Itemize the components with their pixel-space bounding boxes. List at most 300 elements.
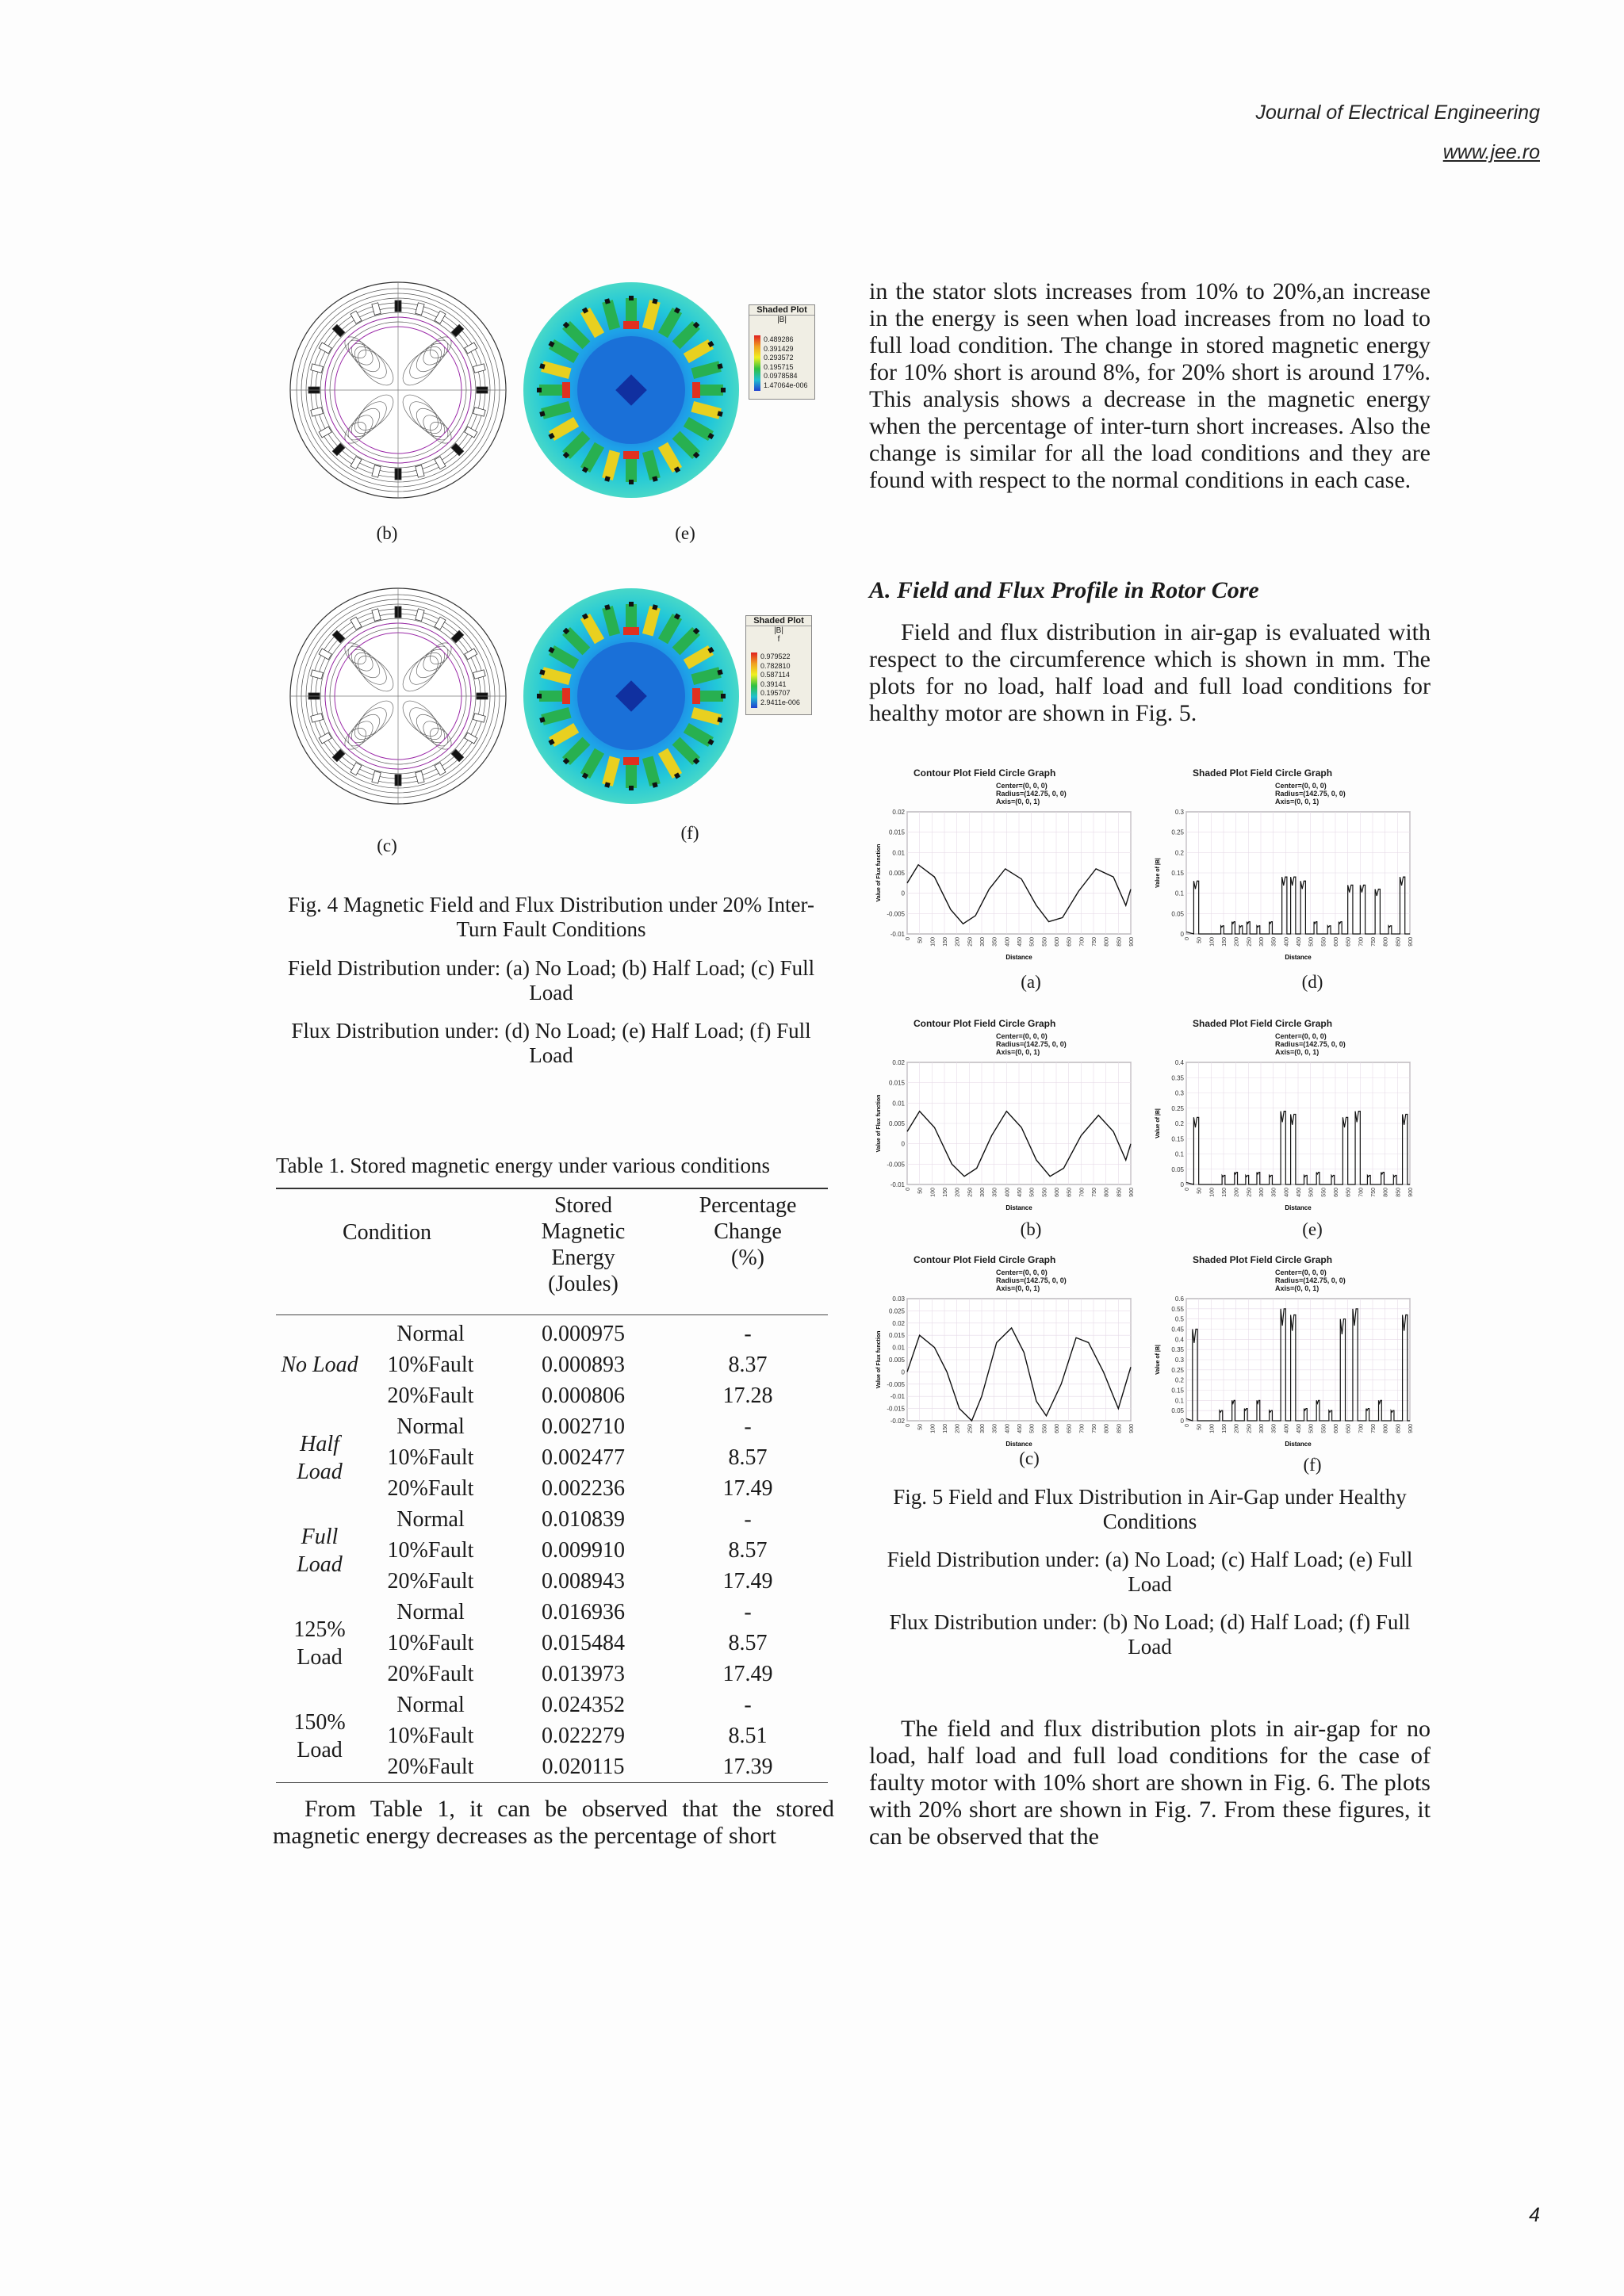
x-tick-label: 650 xyxy=(1346,937,1352,947)
graph-info-line: Center=(0, 0, 0) xyxy=(1275,1032,1327,1040)
y-tick-label: 0.4 xyxy=(1174,1059,1184,1066)
y-tick-label: 0 xyxy=(901,890,905,897)
x-tick-label: 250 xyxy=(967,1424,974,1433)
flux-hotspot xyxy=(692,688,700,704)
x-tick-label: 400 xyxy=(1284,1424,1290,1433)
table-1 xyxy=(276,1154,828,1783)
table-cell: 8.57 xyxy=(728,1631,768,1655)
x-tick-label: 100 xyxy=(1209,937,1216,947)
x-axis-label: Distance xyxy=(1285,954,1312,961)
graph-info-line: Radius=(142.75, 0, 0) xyxy=(1275,1276,1346,1284)
x-tick-label: 200 xyxy=(955,1424,961,1433)
y-tick-label: 0.1 xyxy=(1174,890,1184,897)
x-tick-label: 800 xyxy=(1383,1188,1389,1197)
x-tick-label: 350 xyxy=(1271,937,1277,947)
table-cell: 0.000806 xyxy=(542,1383,625,1408)
x-tick-label: 550 xyxy=(1321,1188,1327,1197)
legend-quantity: |B| xyxy=(777,316,787,324)
y-tick-label: 0 xyxy=(901,1368,905,1376)
table-body xyxy=(276,1315,828,1782)
motor-field-plot-c xyxy=(287,585,509,807)
y-tick-label: -0.01 xyxy=(890,1393,905,1401)
fig5-flux-caption: Flux Distribution under: (b) No Load; (d) Half Load; (f) Full Load xyxy=(889,1610,1411,1659)
fig5-label-f: (f) xyxy=(1303,1455,1322,1475)
y-tick-label: 0.1 xyxy=(1174,1397,1184,1405)
table-cell: 0.009910 xyxy=(542,1538,625,1563)
graph-title: Contour Plot Field Circle Graph xyxy=(914,767,1056,779)
table-group xyxy=(276,1504,828,1597)
x-tick-label: 0 xyxy=(1185,1424,1190,1427)
table-cell: - xyxy=(744,1414,752,1439)
x-tick-label: 800 xyxy=(1104,1188,1110,1197)
y-tick-label: -0.005 xyxy=(887,1161,905,1169)
table-cell: 20%Fault xyxy=(387,1476,474,1501)
x-tick-label: 300 xyxy=(980,1424,986,1433)
fig4-label-e: (e) xyxy=(675,523,695,543)
graph-e xyxy=(1148,1018,1418,1216)
x-tick-label: 150 xyxy=(943,1424,948,1433)
x-tick-label: 350 xyxy=(1271,1188,1277,1197)
y-tick-label: 0.1 xyxy=(1174,1150,1184,1158)
x-tick-label: 350 xyxy=(992,1188,998,1197)
fig5-field-caption: Field Distribution under: (a) No Load; (c) Half Load; (e) Full Load xyxy=(887,1548,1413,1596)
fig5-label-e: (e) xyxy=(1302,1219,1323,1239)
legend-title: Shaded Plot xyxy=(749,305,814,316)
x-tick-label: 600 xyxy=(1334,937,1339,947)
legend-value: 0.587114 xyxy=(760,671,790,679)
x-tick-label: 700 xyxy=(1079,937,1086,947)
graph-info-line: Center=(0, 0, 0) xyxy=(1275,1269,1327,1276)
x-tick-label: 50 xyxy=(917,1424,924,1430)
x-tick-label: 200 xyxy=(955,937,961,947)
table-row xyxy=(363,1535,828,1566)
x-tick-label: 850 xyxy=(1116,937,1123,947)
fig4-label-c: (c) xyxy=(377,836,397,855)
table-cell: 0.002477 xyxy=(542,1445,625,1470)
graph-info-line: Center=(0, 0, 0) xyxy=(1275,782,1327,790)
y-tick-label: 0.5 xyxy=(1174,1315,1184,1323)
y-tick-label: 0.005 xyxy=(888,1357,905,1364)
fig5-label-b: (b) xyxy=(1020,1219,1042,1239)
table-cell: 8.51 xyxy=(728,1724,768,1748)
y-tick-label: 0.005 xyxy=(888,870,905,877)
x-tick-label: 150 xyxy=(1222,937,1228,947)
flux-hotspot xyxy=(623,321,639,329)
y-tick-label: 0 xyxy=(1180,931,1184,938)
x-axis-label: Distance xyxy=(1285,1441,1312,1448)
graph-canvas xyxy=(869,1018,1139,1216)
x-tick-label: 750 xyxy=(1092,1424,1097,1433)
x-axis-label: Distance xyxy=(1005,1441,1032,1448)
x-axis-label: Distance xyxy=(1005,1204,1032,1211)
table-cell: 17.49 xyxy=(722,1569,773,1594)
y-tick-label: 0.15 xyxy=(1171,1387,1184,1395)
legend-value: 0.195715 xyxy=(764,362,794,371)
graph-info-line: Axis=(0, 0, 1) xyxy=(996,1048,1040,1056)
table-cell: 20%Fault xyxy=(387,1662,474,1686)
graph-info-line: Axis=(0, 0, 1) xyxy=(1275,798,1320,806)
x-tick-label: 900 xyxy=(1129,1424,1135,1433)
x-tick-label: 650 xyxy=(1346,1424,1352,1433)
y-tick-label: -0.015 xyxy=(887,1405,905,1413)
fig5-label-c: (c) xyxy=(1019,1448,1040,1468)
x-tick-label: 200 xyxy=(1234,937,1240,947)
flux-hotspot xyxy=(623,627,639,635)
x-tick-label: 700 xyxy=(1079,1188,1086,1197)
table-row xyxy=(363,1628,828,1659)
y-tick-label: 0.05 xyxy=(1171,1407,1184,1415)
x-tick-label: 800 xyxy=(1104,937,1110,947)
x-tick-label: 800 xyxy=(1383,937,1389,947)
y-tick-label: 0.015 xyxy=(888,1332,905,1340)
x-tick-label: 500 xyxy=(1029,1424,1036,1433)
x-tick-label: 750 xyxy=(1371,1188,1377,1197)
x-tick-label: 900 xyxy=(1408,1188,1414,1197)
x-tick-label: 600 xyxy=(1055,1424,1060,1433)
graph-b xyxy=(869,1018,1139,1216)
conductor xyxy=(537,388,542,392)
y-tick-label: 0.02 xyxy=(892,1059,905,1066)
x-tick-label: 300 xyxy=(1259,1188,1265,1197)
y-axis-label: Value of Flux function xyxy=(876,1094,882,1153)
y-tick-label: 0.45 xyxy=(1171,1326,1184,1334)
y-axis-label: Value of Flux function xyxy=(876,844,882,902)
left-col-paragraph: From Table 1, it can be observed that the stored magnetic energy decreases as the percentage of short xyxy=(273,1796,834,1849)
x-tick-label: 100 xyxy=(930,1424,936,1433)
x-tick-label: 700 xyxy=(1358,1188,1365,1197)
table-row xyxy=(363,1689,828,1720)
flux-hotspot xyxy=(623,451,639,459)
y-tick-label: 0 xyxy=(901,1140,905,1148)
table-bottom-rule xyxy=(276,1782,828,1783)
x-tick-label: 50 xyxy=(1197,1188,1203,1194)
x-tick-label: 850 xyxy=(1116,1424,1123,1433)
graph-info-line: Axis=(0, 0, 1) xyxy=(1275,1284,1320,1292)
header-condition: Condition xyxy=(342,1220,431,1245)
y-axis-label: Value of |B| xyxy=(1155,1108,1161,1138)
graph-a xyxy=(869,767,1139,966)
y-tick-label: 0.15 xyxy=(1171,1135,1184,1143)
table-group xyxy=(276,1597,828,1689)
x-tick-label: 750 xyxy=(1092,1188,1097,1197)
x-tick-label: 100 xyxy=(1209,1424,1216,1433)
table-row xyxy=(363,1380,828,1411)
x-tick-label: 500 xyxy=(1029,1188,1036,1197)
header-line: Change xyxy=(714,1219,782,1244)
y-tick-label: 0.02 xyxy=(892,1319,905,1327)
y-tick-label: 0.2 xyxy=(1174,1376,1184,1384)
x-tick-label: 600 xyxy=(1334,1188,1339,1197)
y-tick-label: 0.25 xyxy=(1171,1366,1184,1374)
table-cell: 17.28 xyxy=(722,1383,773,1408)
x-tick-label: 100 xyxy=(930,1188,936,1197)
legend-title: Shaded Plot xyxy=(746,616,811,626)
table-cell: 10%Fault xyxy=(387,1538,474,1563)
x-tick-label: 400 xyxy=(1005,1424,1011,1433)
x-tick-label: 450 xyxy=(1297,1188,1302,1197)
table-cell: 8.57 xyxy=(728,1445,768,1470)
table-row xyxy=(363,1659,828,1689)
graph-info-line: Radius=(142.75, 0, 0) xyxy=(996,1040,1067,1048)
header-line: (Joules) xyxy=(548,1272,619,1296)
x-tick-label: 400 xyxy=(1005,1188,1011,1197)
table-cell: - xyxy=(744,1600,752,1624)
fig4-caption: Fig. 4 Magnetic Field and Flux Distribution under 20% Inter-Turn Fault Conditions xyxy=(288,893,814,941)
table-cell: - xyxy=(744,1322,752,1346)
fig4-flux-caption: Flux Distribution under: (d) No Load; (e) Half Load; (f) Full Load xyxy=(291,1019,811,1067)
x-tick-label: 750 xyxy=(1371,937,1377,947)
x-tick-label: 400 xyxy=(1005,937,1011,947)
table-cell: 17.39 xyxy=(722,1755,773,1779)
y-tick-label: -0.01 xyxy=(890,1181,905,1188)
table-cell: 0.002236 xyxy=(542,1476,625,1501)
x-tick-label: 200 xyxy=(1234,1424,1240,1433)
x-tick-label: 0 xyxy=(906,937,911,940)
x-tick-label: 200 xyxy=(955,1188,961,1197)
motor-flux-plot-e xyxy=(520,279,742,501)
conductor xyxy=(629,480,634,484)
table-row xyxy=(363,1751,828,1782)
x-axis-label: Distance xyxy=(1285,1204,1312,1211)
graph-info-line: Radius=(142.75, 0, 0) xyxy=(996,1276,1067,1284)
section-paragraph: Field and flux distribution in air-gap is evaluated with respect to the circumference which is shown in mm. The plots for no load, half load and full load conditions for healthy motor are shown in Fig. 5. xyxy=(869,619,1431,726)
graph-canvas xyxy=(1148,767,1418,966)
graph-title: Contour Plot Field Circle Graph xyxy=(914,1018,1056,1029)
y-tick-label: 0.3 xyxy=(1174,1357,1184,1364)
table-row xyxy=(363,1597,828,1628)
legend-value: 0.293572 xyxy=(764,354,794,362)
table-group xyxy=(276,1411,828,1504)
x-tick-label: 500 xyxy=(1308,1188,1315,1197)
graph-c xyxy=(869,1254,1139,1452)
y-tick-label: -0.02 xyxy=(890,1418,905,1425)
graph-info-line: Center=(0, 0, 0) xyxy=(996,1032,1048,1040)
y-tick-label: 0.05 xyxy=(1171,910,1184,918)
conductor xyxy=(629,296,634,300)
table-cell: 0.013973 xyxy=(542,1662,625,1686)
x-tick-label: 700 xyxy=(1358,937,1365,947)
x-tick-label: 400 xyxy=(1284,1188,1290,1197)
graph-info-line: Center=(0, 0, 0) xyxy=(996,782,1048,790)
x-tick-label: 50 xyxy=(917,1188,924,1194)
conductor xyxy=(537,694,542,698)
table-cell: 17.49 xyxy=(722,1662,773,1686)
header-line: Magnetic xyxy=(541,1219,626,1244)
y-tick-label: 0.3 xyxy=(1174,809,1184,816)
legend-value: 0.195707 xyxy=(760,689,791,697)
right-col-paragraph-bottom: The field and flux distribution plots in air-gap for no load, half load and full load conditions for the case of faulty motor with 10% short are shown in Fig. 6. The plots with 20% short are shown in Fig. 7. From these figures, it can be observed that the xyxy=(869,1716,1431,1850)
legend-value: 0.489286 xyxy=(764,335,794,343)
x-tick-label: 850 xyxy=(1396,1188,1402,1197)
x-tick-label: 400 xyxy=(1284,937,1290,947)
x-tick-label: 500 xyxy=(1308,937,1315,947)
x-tick-label: 550 xyxy=(1042,1424,1048,1433)
table-cell: 10%Fault xyxy=(387,1445,474,1470)
y-tick-label: 0.01 xyxy=(892,1344,905,1352)
x-tick-label: 350 xyxy=(992,1424,998,1433)
table-cell: 17.49 xyxy=(722,1476,773,1501)
graph-title: Shaded Plot Field Circle Graph xyxy=(1193,1018,1333,1029)
shaded-plot-legend-e xyxy=(749,304,815,400)
conductor xyxy=(629,786,634,790)
table-row xyxy=(363,1318,828,1349)
table-cell: 10%Fault xyxy=(387,1631,474,1655)
graph-info-line: Radius=(142.75, 0, 0) xyxy=(1275,1040,1346,1048)
header-stored-energy xyxy=(498,1189,668,1314)
x-tick-label: 0 xyxy=(906,1188,911,1191)
table-cell: 20%Fault xyxy=(387,1383,474,1408)
journal-url[interactable]: www.jee.ro xyxy=(1442,141,1540,163)
x-tick-label: 300 xyxy=(1259,937,1265,947)
x-tick-label: 700 xyxy=(1358,1424,1365,1433)
y-tick-label: -0.01 xyxy=(890,931,905,938)
table-cell: Normal xyxy=(396,1600,465,1624)
graph-info-line: Center=(0, 0, 0) xyxy=(996,1269,1048,1276)
x-tick-label: 450 xyxy=(1017,1424,1023,1433)
x-tick-label: 50 xyxy=(1197,937,1203,943)
y-tick-label: 0 xyxy=(1180,1181,1184,1188)
legend-value: 0.782810 xyxy=(760,661,791,670)
x-tick-label: 900 xyxy=(1408,937,1414,947)
conductor xyxy=(629,602,634,607)
y-tick-label: 0.4 xyxy=(1174,1336,1184,1344)
y-tick-label: 0.35 xyxy=(1171,1346,1184,1354)
x-tick-label: 0 xyxy=(906,1424,911,1427)
x-tick-label: 150 xyxy=(1222,1424,1228,1433)
x-tick-label: 700 xyxy=(1079,1424,1086,1433)
table-row xyxy=(363,1411,828,1442)
group-label: Half Load xyxy=(297,1431,343,1484)
legend-quantity-sub: f xyxy=(777,635,780,644)
table-cell: 0.008943 xyxy=(542,1569,625,1594)
x-tick-label: 300 xyxy=(980,1188,986,1197)
graph-d xyxy=(1148,767,1418,966)
shaded-plot-legend-f xyxy=(745,615,812,715)
legend-value: 0.391429 xyxy=(764,344,794,353)
legend-color-bar xyxy=(751,652,757,708)
table-row xyxy=(363,1566,828,1597)
x-tick-label: 300 xyxy=(980,937,986,947)
group-label: No Load xyxy=(281,1353,358,1377)
table-cell: 0.016936 xyxy=(542,1600,625,1624)
x-tick-label: 50 xyxy=(917,937,924,943)
y-tick-label: 0 xyxy=(1180,1418,1184,1425)
flux-hotspot xyxy=(623,757,639,765)
y-tick-label: 0.25 xyxy=(1171,1104,1184,1112)
fig5-label-a: (a) xyxy=(1021,972,1041,992)
x-tick-label: 600 xyxy=(1055,1188,1060,1197)
y-tick-label: 0.01 xyxy=(892,1100,905,1108)
y-axis-label: Value of |B| xyxy=(1155,858,1161,888)
fig4-label-f: (f) xyxy=(680,823,699,843)
y-tick-label: 0.15 xyxy=(1171,870,1184,877)
table-1-caption: Table 1. Stored magnetic energy under various conditions xyxy=(276,1154,770,1177)
table-header-row xyxy=(276,1189,828,1314)
x-tick-label: 900 xyxy=(1408,1424,1414,1433)
header-line: Energy xyxy=(551,1246,615,1270)
x-tick-label: 450 xyxy=(1017,937,1023,947)
conductor xyxy=(721,694,726,698)
y-tick-label: -0.005 xyxy=(887,1380,905,1388)
y-tick-label: 0.6 xyxy=(1174,1295,1184,1303)
x-tick-label: 500 xyxy=(1029,937,1036,947)
y-tick-label: 0.02 xyxy=(892,809,905,816)
y-tick-label: 0.01 xyxy=(892,849,905,857)
graph-canvas xyxy=(1148,1018,1418,1216)
x-axis-label: Distance xyxy=(1005,954,1032,961)
y-tick-label: 0.03 xyxy=(892,1295,905,1303)
x-tick-label: 450 xyxy=(1297,937,1302,947)
group-label: 150% Load xyxy=(293,1709,346,1762)
table-row xyxy=(363,1504,828,1535)
x-tick-label: 800 xyxy=(1104,1424,1110,1433)
motor-flux-plot-f xyxy=(520,585,742,807)
x-tick-label: 600 xyxy=(1334,1424,1339,1433)
x-tick-label: 550 xyxy=(1321,937,1327,947)
header-line: Percentage xyxy=(699,1193,797,1218)
x-tick-label: 150 xyxy=(943,937,948,947)
x-tick-label: 600 xyxy=(1055,937,1060,947)
legend-value: 0.39141 xyxy=(760,679,787,688)
table-row xyxy=(363,1473,828,1504)
table-row xyxy=(363,1349,828,1380)
y-tick-label: 0.2 xyxy=(1174,1120,1184,1127)
x-tick-label: 750 xyxy=(1371,1424,1377,1433)
y-tick-label: 0.55 xyxy=(1171,1305,1184,1313)
x-tick-label: 650 xyxy=(1067,937,1073,947)
x-tick-label: 550 xyxy=(1042,1188,1048,1197)
table-cell: - xyxy=(744,1693,752,1717)
group-label: 125% Load xyxy=(293,1617,346,1670)
y-tick-label: 0.2 xyxy=(1174,849,1184,857)
x-tick-label: 450 xyxy=(1297,1424,1302,1433)
x-tick-label: 250 xyxy=(1247,1188,1253,1197)
x-tick-label: 300 xyxy=(1259,1424,1265,1433)
y-tick-label: 0.005 xyxy=(888,1120,905,1127)
table-cell: 0.024352 xyxy=(542,1693,625,1717)
table-cell: 0.020115 xyxy=(542,1755,625,1779)
table-cell: Normal xyxy=(396,1693,465,1717)
x-tick-label: 150 xyxy=(943,1188,948,1197)
x-tick-label: 650 xyxy=(1067,1188,1073,1197)
x-tick-label: 550 xyxy=(1042,937,1048,947)
table-cell: 0.010839 xyxy=(542,1507,625,1532)
page-number: 4 xyxy=(1529,2204,1540,2226)
x-tick-label: 800 xyxy=(1383,1424,1389,1433)
table-cell: 0.022279 xyxy=(542,1724,625,1748)
legend-value: 2.9411e-006 xyxy=(760,698,800,706)
x-tick-label: 900 xyxy=(1129,937,1135,947)
fig4-field-caption: Field Distribution under: (a) No Load; (b) Half Load; (c) Full Load xyxy=(287,956,815,1004)
header-percentage-change xyxy=(668,1189,827,1314)
fig5-label-d: (d) xyxy=(1301,972,1323,992)
section-heading: A. Field and Flux Profile in Rotor Core xyxy=(869,577,1259,603)
y-axis-label: Value of Flux function xyxy=(876,1330,882,1389)
fig4-label-b: (b) xyxy=(376,523,398,543)
flux-hotspot xyxy=(692,382,700,398)
y-tick-label: 0.05 xyxy=(1171,1165,1184,1173)
graph-info-line: Radius=(142.75, 0, 0) xyxy=(996,790,1067,798)
x-tick-label: 650 xyxy=(1346,1188,1352,1197)
y-tick-label: 0.3 xyxy=(1174,1089,1184,1097)
x-tick-label: 850 xyxy=(1396,937,1402,947)
conductor xyxy=(721,388,726,392)
legend-value: 1.47064e-006 xyxy=(764,381,808,389)
table-cell: Normal xyxy=(396,1414,465,1439)
header-line: (%) xyxy=(731,1246,764,1270)
y-axis-label: Value of |B| xyxy=(1155,1345,1161,1375)
table-group xyxy=(276,1318,828,1411)
